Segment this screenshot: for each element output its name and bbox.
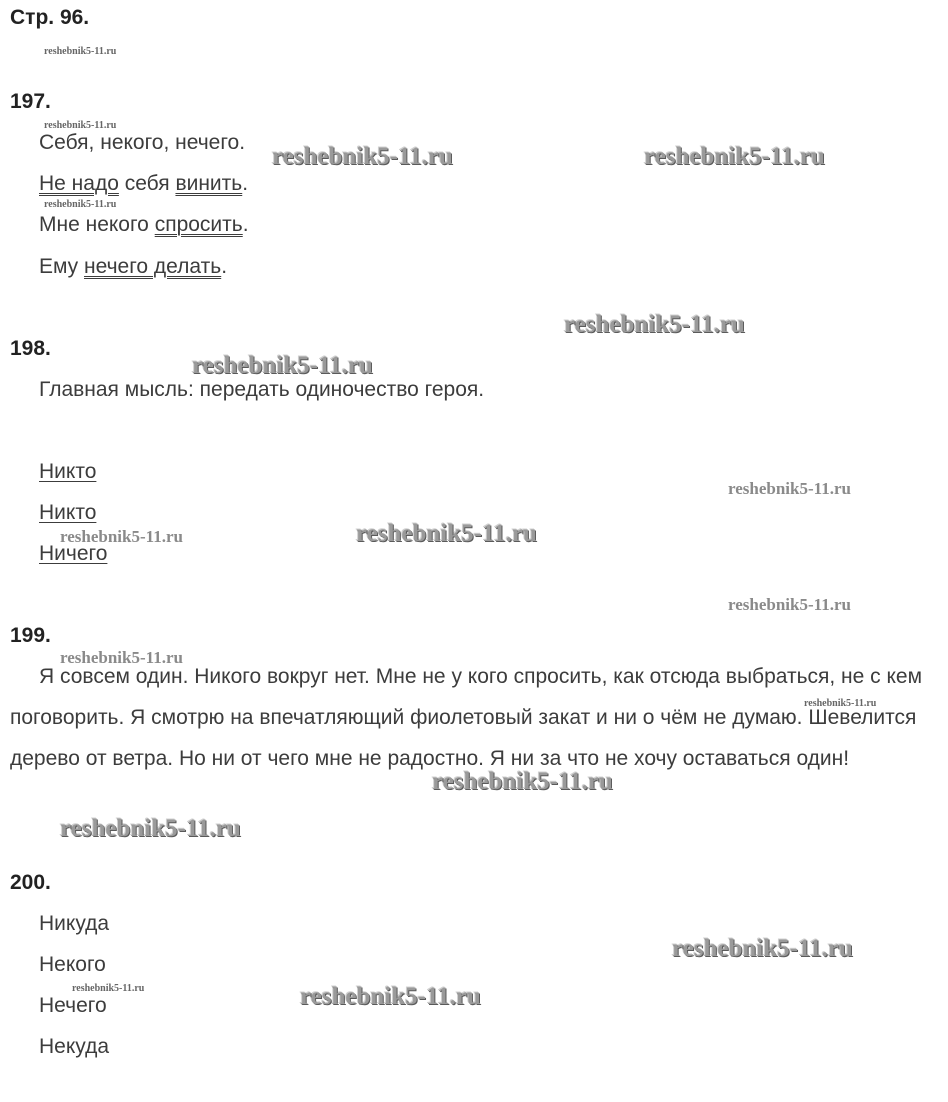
exercise-199-text-body: Я совсем один. Никого вокруг нет. Мне не у кого спросить, как отсюда выбраться, не с кем поговорить. Я смотрю на впечатляющий фиолетовый закат и ни о чём не думаю. Шевелится дерево от ветра. Но ни от чего мне не радостно. Я ни за что не хочу оставаться один! — [10, 665, 923, 770]
punctuation: . — [221, 255, 228, 278]
exercise-197-line-3 — [39, 213, 249, 237]
page-label: Стр. 96. — [10, 6, 90, 29]
exercise-198-number: 198. — [10, 337, 51, 360]
underlined-word: Не надо — [39, 172, 119, 195]
watermark-large: reshebnik5-11.ru — [644, 143, 825, 170]
watermark-small: reshebnik5-11.ru — [44, 120, 117, 131]
exercise-199-text — [10, 656, 942, 779]
exercise-200-word-1: Никуда — [39, 912, 110, 935]
plain-word: себя — [118, 172, 176, 195]
exercise-198-main-idea: Главная мысль: передать одиночество героя. — [39, 378, 485, 401]
watermark-medium: reshebnik5-11.ru — [60, 648, 183, 667]
underlined-word: винить — [175, 172, 243, 195]
watermark-small: reshebnik5-11.ru — [44, 46, 117, 57]
plain-word: Мне некого — [39, 213, 155, 236]
plain-word: Ему — [39, 255, 85, 278]
exercise-197-line-2 — [39, 172, 248, 196]
punctuation: . — [242, 172, 249, 195]
exercise-197-line-4 — [39, 255, 227, 279]
watermark-large: reshebnik5-11.ru — [432, 768, 613, 795]
exercise-197-number: 197. — [10, 90, 51, 113]
exercise-198-word-1: Никто — [39, 460, 97, 483]
exercise-198-word-3: Ничего — [39, 542, 108, 565]
watermark-small: reshebnik5-11.ru — [72, 983, 145, 994]
exercise-198-word-2: Никто — [39, 501, 97, 524]
exercise-197-line-1: Себя, некого, нечего. — [39, 131, 246, 154]
exercise-200-word-3: Нечего — [39, 994, 107, 1017]
watermark-small: reshebnik5-11.ru — [804, 698, 877, 709]
watermark-medium: reshebnik5-11.ru — [728, 595, 851, 614]
exercise-200-number: 200. — [10, 871, 51, 894]
watermark-large: reshebnik5-11.ru — [60, 815, 241, 842]
underlined-word: спросить — [154, 213, 243, 236]
watermark-large: reshebnik5-11.ru — [192, 352, 373, 379]
watermark-large: reshebnik5-11.ru — [564, 311, 745, 338]
watermark-large: reshebnik5-11.ru — [300, 983, 481, 1010]
watermark-small: reshebnik5-11.ru — [44, 199, 117, 210]
exercise-200-word-2: Некого — [39, 953, 106, 976]
punctuation: . — [242, 213, 249, 236]
exercise-200-word-4: Некуда — [39, 1035, 110, 1058]
watermark-medium: reshebnik5-11.ru — [728, 479, 851, 498]
watermark-medium: reshebnik5-11.ru — [60, 527, 183, 546]
underlined-word: нечего делать — [84, 255, 222, 278]
watermark-large: reshebnik5-11.ru — [672, 935, 853, 962]
watermark-large: reshebnik5-11.ru — [356, 520, 537, 547]
watermark-large: reshebnik5-11.ru — [272, 143, 453, 170]
exercise-199-number: 199. — [10, 624, 51, 647]
